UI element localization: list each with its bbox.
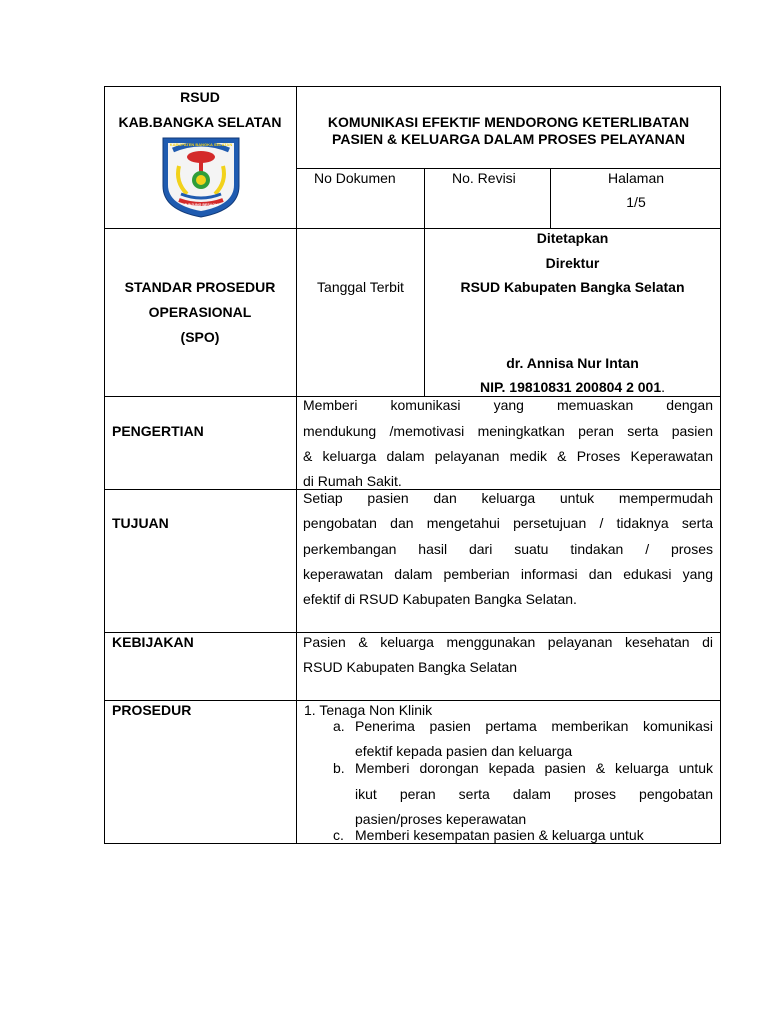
tanggal-terbit-label: Tanggal Terbit: [317, 279, 404, 295]
kebijakan-line-2: RSUD Kabupaten Bangka Selatan: [303, 659, 518, 675]
prosedur-b-marker: b.: [333, 760, 345, 776]
row-divider-spo: [104, 228, 721, 229]
director-nip-period: .: [661, 379, 666, 395]
column-divider-main: [296, 86, 297, 844]
pengertian-line-4: di Rumah Sakit.: [303, 473, 402, 489]
director-nip: [425, 379, 720, 395]
table-border-bottom: [104, 843, 721, 844]
prosedur-label: PROSEDUR: [112, 702, 192, 718]
row-divider-kebijakan: [104, 632, 721, 633]
prosedur-a-marker: a.: [333, 718, 345, 734]
pengertian-line-1: Memberi komunikasi yang memuaskan dengan: [303, 397, 713, 413]
prosedur-a-line-1: Penerima pasien pertama memberikan komunikasi: [355, 718, 713, 734]
row-divider-header: [296, 168, 721, 169]
direktur-label: Direktur: [545, 255, 600, 271]
director-nip-number: NIP. 19810831 200804 2 001: [479, 379, 662, 395]
prosedur-c-marker: c.: [333, 827, 344, 843]
tujuan-line-3: perkembangan hasil dari suatu tindakan / proses: [303, 541, 713, 557]
table-border-left: [104, 86, 105, 844]
prosedur-b-line-3: pasien/proses keperawatan: [355, 811, 527, 827]
row-divider-prosedur: [104, 700, 721, 701]
no-revisi-label: No. Revisi: [452, 170, 516, 186]
logo-top-text: KABUPATEN BANGKA SELATAN: [169, 142, 233, 147]
pengertian-line-2: mendukung /memotivasi meningkatkan peran serta pasien: [303, 423, 713, 439]
tujuan-label: TUJUAN: [112, 515, 169, 531]
no-dokumen-label: No Dokumen: [314, 170, 396, 186]
kebijakan-label: KEBIJAKAN: [112, 634, 194, 650]
hospital-name-line2: KAB.BANGKA SELATAN: [118, 114, 282, 130]
tujuan-line-2: pengobatan dan mengetahui persetujuan / tidaknya serta: [303, 515, 713, 531]
kebijakan-line-1: Pasien & keluarga menggunakan pelayanan kesehatan di: [303, 634, 713, 650]
prosedur-c-line-1: Memberi kesempatan pasien & keluarga untuk: [355, 827, 644, 843]
spo-title-line2: OPERASIONAL: [148, 304, 252, 320]
prosedur-b-line-1: Memberi dorongan kepada pasien & keluarga untuk: [355, 760, 713, 776]
institution-name: RSUD Kabupaten Bangka Selatan: [460, 279, 685, 295]
halaman-value: 1/5: [626, 194, 646, 210]
prosedur-a-line-2: efektif kepada pasien dan keluarga: [355, 743, 573, 759]
logo-bottom-text: JUNJUNG BESAOH: [184, 203, 218, 207]
table-border-top: [104, 86, 721, 87]
spo-title-line1: STANDAR PROSEDUR: [124, 279, 276, 295]
director-name: dr. Annisa Nur Intan: [506, 355, 639, 371]
tujuan-line-5: efektif di RSUD Kabupaten Bangka Selatan.: [303, 591, 577, 607]
halaman-label: Halaman: [607, 170, 665, 186]
document-title-line1: KOMUNIKASI EFEKTIF MENDORONG KETERLIBATAN: [327, 114, 690, 130]
document-title-line2: PASIEN & KELUARGA DALAM PROSES PELAYANAN: [332, 131, 685, 147]
regency-logo: [161, 136, 241, 218]
hospital-name-line1: RSUD: [180, 89, 220, 105]
pengertian-label: PENGERTIAN: [112, 423, 204, 439]
prosedur-b-line-2: ikut peran serta dalam proses pengobatan: [355, 786, 713, 802]
spo-title-line3: (SPO): [180, 329, 220, 345]
pengertian-line-3: & keluarga dalam pelayanan medik & Proses Keperawatan: [303, 448, 713, 464]
prosedur-item-1: 1. Tenaga Non Klinik: [304, 702, 433, 718]
tujuan-line-4: keperawatan dalam pemberian informasi dan edukasi yang: [303, 566, 713, 582]
ditetapkan-label: Ditetapkan: [536, 230, 609, 246]
tujuan-line-1: Setiap pasien dan keluarga untuk mempermudah: [303, 490, 713, 506]
